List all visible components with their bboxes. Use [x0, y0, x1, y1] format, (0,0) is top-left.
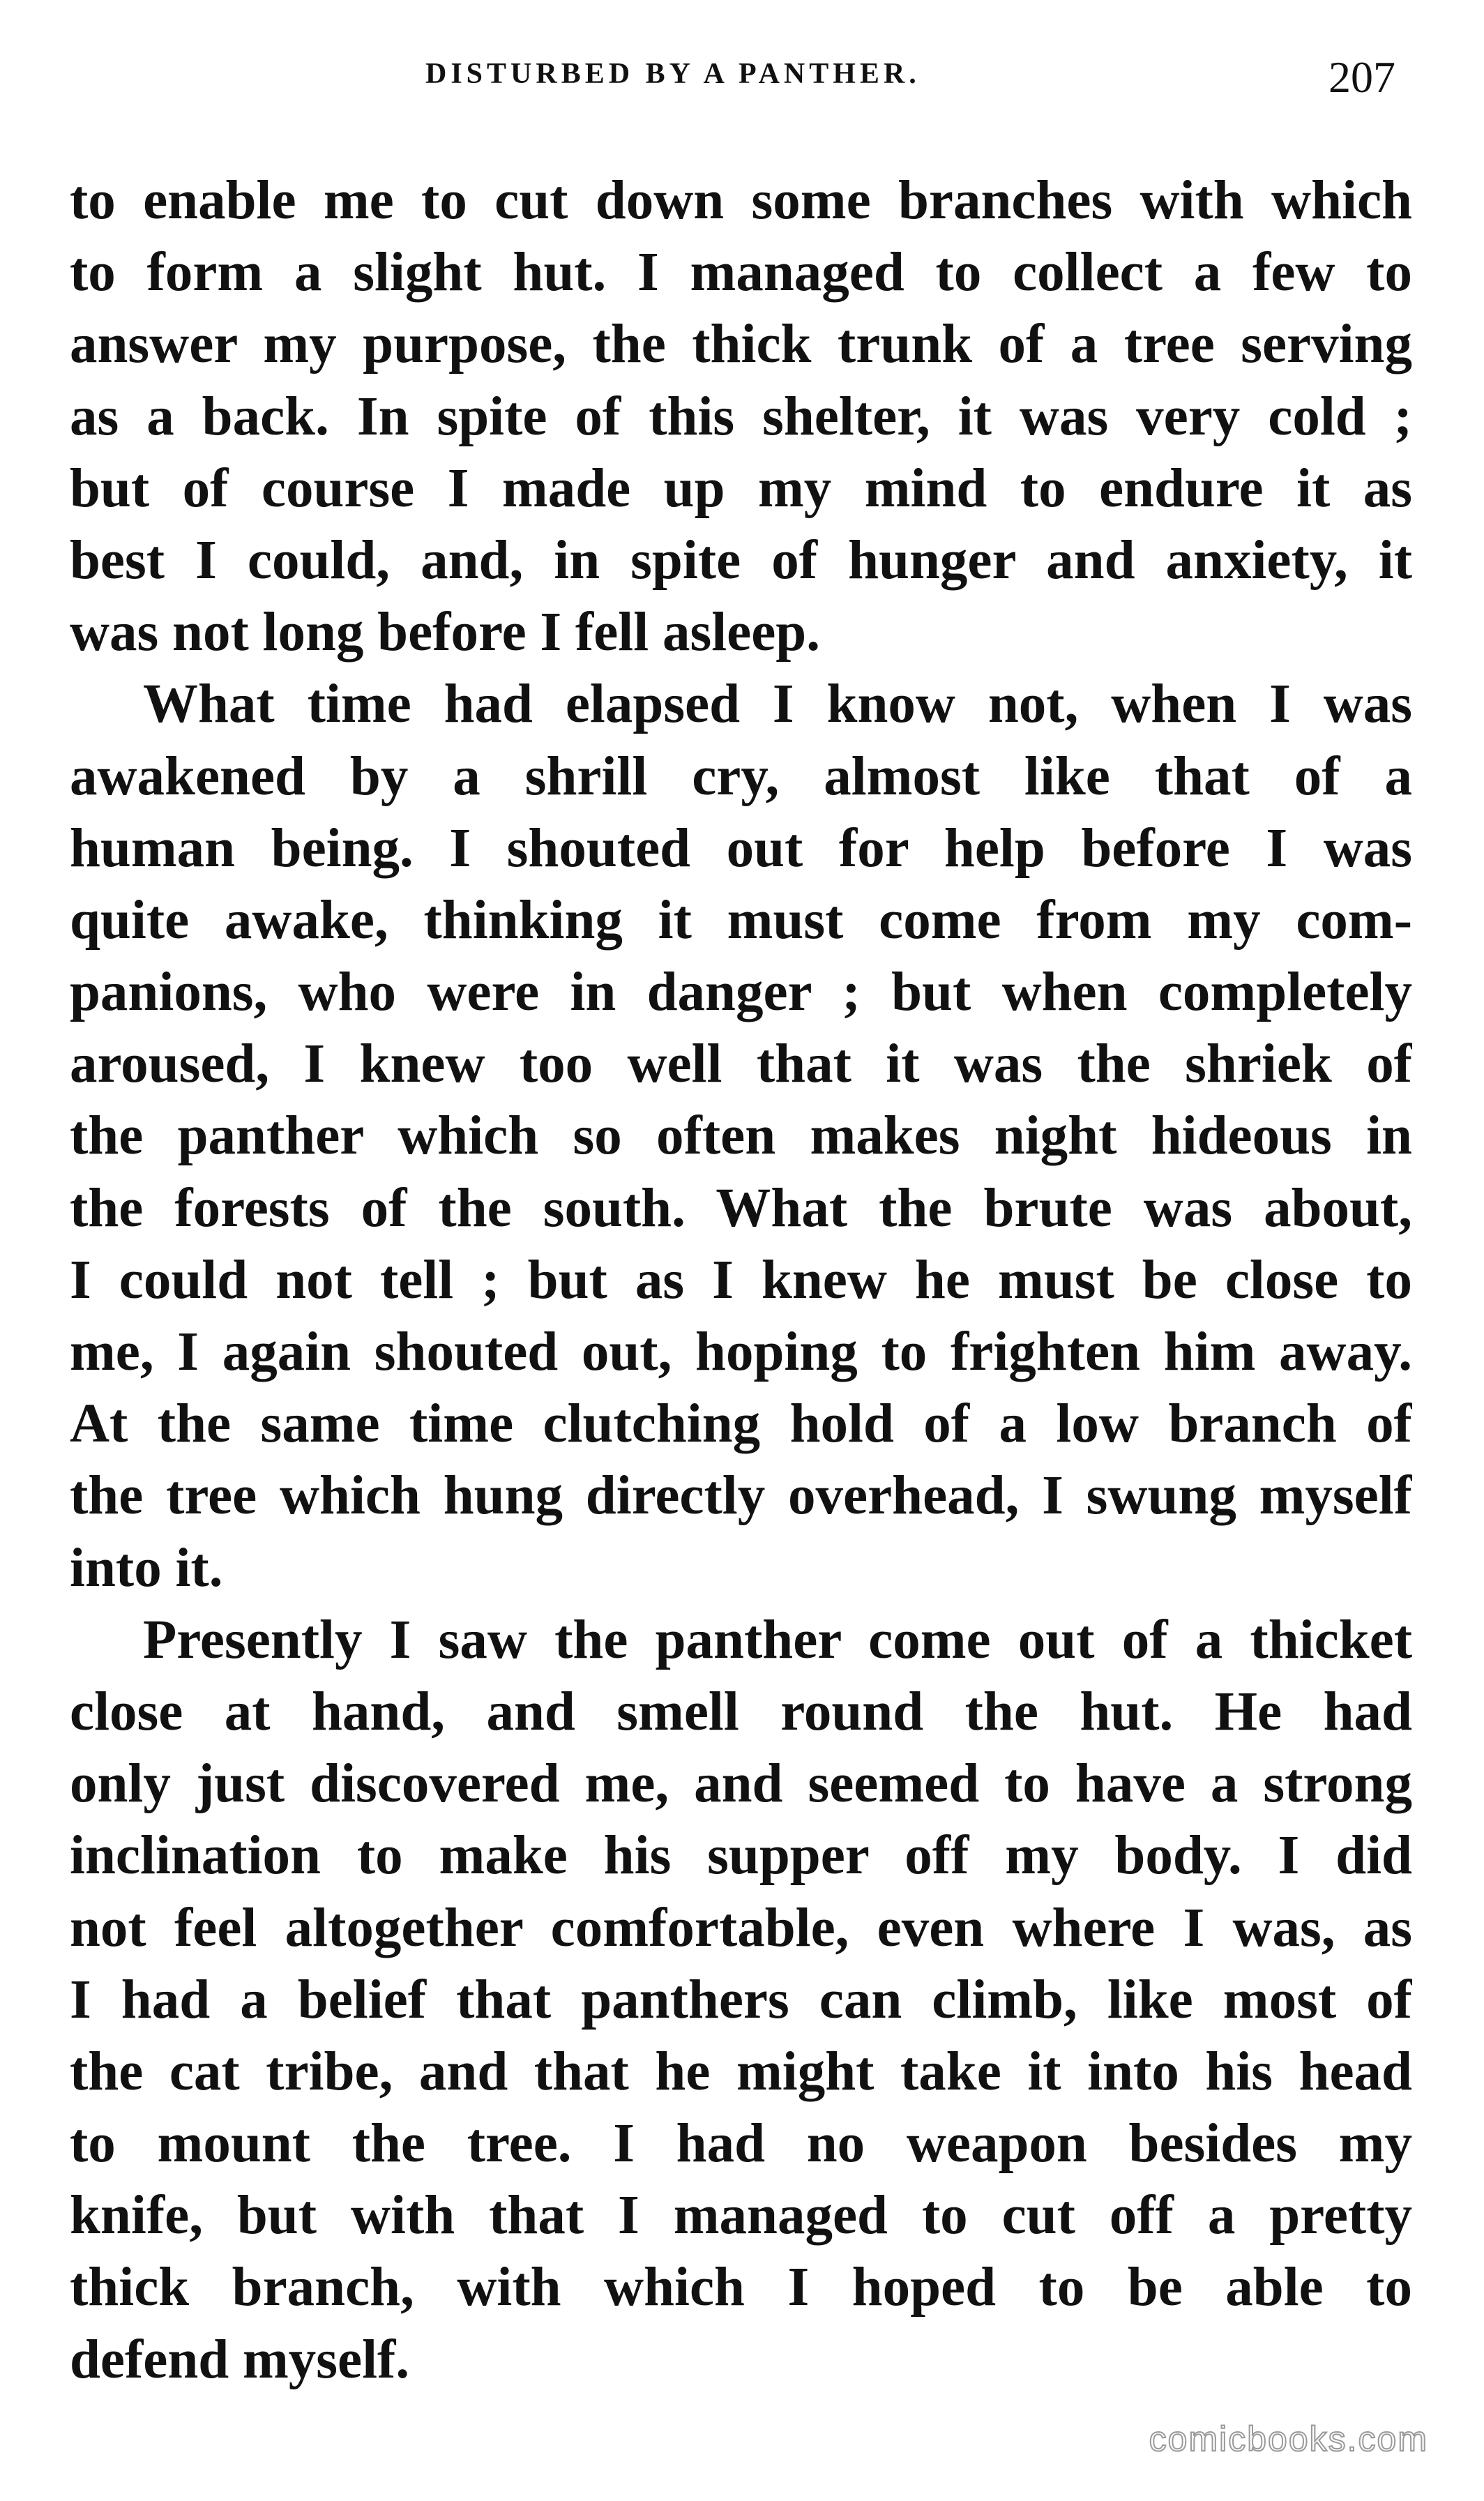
text-line: the cat tribe, and that he might take it into his head — [70, 2041, 1412, 2102]
text-line: defend myself. — [70, 2329, 410, 2390]
text-line: thick branch, with which I hoped to be able to — [70, 2257, 1412, 2318]
text-line: not feel altogether comfortable, even where I was, as — [70, 1897, 1412, 1958]
text-line: but of course I made up my mind to endure it as — [70, 458, 1412, 519]
text-line: to form a slight hut. I managed to collect a few to — [70, 242, 1412, 303]
text-line: human being. I shouted out for help before I was — [70, 817, 1412, 879]
text-line: was not long before I fell asleep. — [70, 602, 820, 663]
text-line: into it. — [70, 1537, 223, 1599]
text-line: inclination to make his supper off my body. I did — [70, 1825, 1412, 1887]
text-line: awakened by a shrill cry, almost like that of a — [70, 746, 1412, 807]
text-line: I had a belief that panthers can climb, like most of — [70, 1969, 1412, 2030]
text-line: aroused, I knew too well that it was the shriek of — [70, 1034, 1412, 1095]
text-line: only just discovered me, and seemed to have a strong — [70, 1753, 1412, 1815]
text-line: the tree which hung directly overhead, I swung myself — [70, 1465, 1412, 1527]
page-number: 207 — [1328, 52, 1395, 102]
text-line: the forests of the south. What the brute was about, — [70, 1177, 1412, 1239]
text-line: I could not tell ; but as I knew he must be close to — [70, 1249, 1412, 1310]
text-line: to enable me to cut down some branches with which — [70, 170, 1412, 231]
text-line: quite awake, thinking it must come from my com- — [70, 889, 1412, 951]
text-line: the panther which so often makes night hideous in — [70, 1105, 1412, 1167]
text-line: best I could, and, in spite of hunger and anxiety, it — [70, 529, 1412, 591]
watermark: comicbooks.com — [1149, 2419, 1428, 2458]
text-line: What time had elapsed I know not, when I was — [143, 674, 1412, 735]
text-line: Presently I saw the panther come out of a thicket — [143, 1609, 1412, 1670]
text-line: me, I again shouted out, hoping to frighten him away. — [70, 1322, 1412, 1382]
text-line: as a back. In spite of this shelter, it was very cold ; — [70, 386, 1412, 447]
text-line: close at hand, and smell round the hut. He had — [70, 1681, 1412, 1742]
body-text — [70, 165, 1412, 2396]
text-line: answer my purpose, the thick trunk of a tree serving — [70, 314, 1412, 375]
text-line: knife, but with that I managed to cut off a pretty — [70, 2185, 1412, 2246]
running-head: DISTURBED BY A PANTHER. — [425, 58, 921, 90]
text-line: At the same time clutching hold of a low branch of — [70, 1393, 1412, 1455]
text-line: to mount the tree. I had no weapon besides my — [70, 2113, 1412, 2175]
text-line: panions, who were in danger ; but when completely — [70, 962, 1412, 1023]
